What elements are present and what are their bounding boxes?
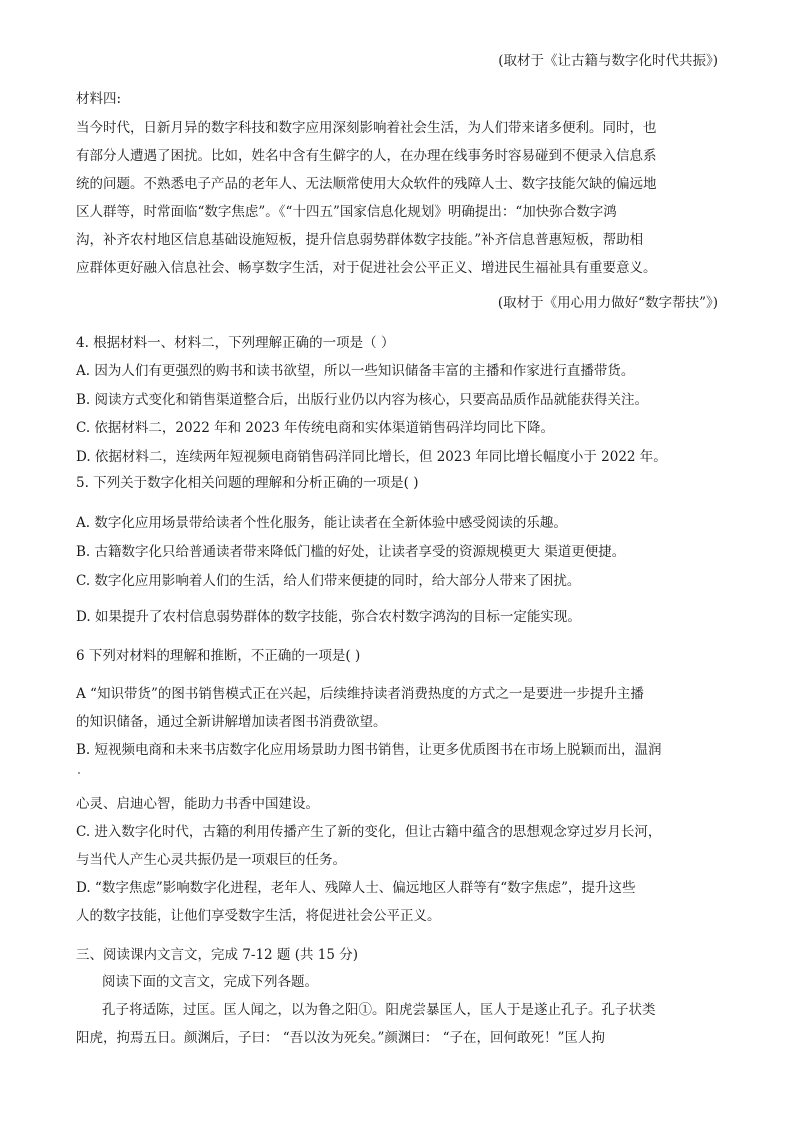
- question-5-stem: 5. 下列关于数字化相关问题的理解和分析正确的一项是( ): [76, 475, 419, 491]
- paragraph-line: 应群体更好融入信息社会、畅享数字生活，对于促进社会公平正义、增进民生福祉具有重要意义。: [76, 260, 657, 276]
- section-title: 三、阅读课内文言文，完成 7-12 题 (共 15 分): [76, 947, 358, 963]
- material-heading: 材料四:: [76, 91, 122, 107]
- paragraph-line: 当今时代，日新月异的数字科技和数字应用深刻影响着社会生活，为人们带来诸多便利。同时，也: [76, 120, 657, 136]
- question-6-line: 与当代人产生心灵共振仍是一项艰巨的任务。: [76, 852, 346, 868]
- question-6-stem: 6 下列对材料的理解和推断，不正确的一项是( ): [76, 648, 361, 664]
- source-citation: (取材于《用心用力做好“数字帮扶”》): [497, 295, 718, 311]
- question-4-option-c: C. 依据材料二，2022 年和 2023 年传统电商和实体渠道销售码洋均同比下降。: [76, 420, 555, 436]
- question-6-line: C. 进入数字化时代，古籍的利用传播产生了新的变化，但让古籍中蕴含的思想观念穿过岁月长河，: [76, 824, 662, 840]
- question-4-option-d: D. 依据材料二，连续两年短视频电商销售码洋同比增长，但 2023 年同比增长幅度小于 2022 年。: [76, 449, 667, 465]
- question-4-option-b: B. 阅读方式变化和销售渠道整合后，出版行业仍以内容为核心，只要高品质作品就能获得关注。: [76, 392, 649, 408]
- paragraph-line: 统的问题。不熟悉电子产品的老年人、无法顺常使用大众软件的残障人士、数字技能欠缺的偏远地: [76, 176, 657, 192]
- question-5-option-c: C. 数字化应用影响着人们的生活，给人们带来便捷的同时，给大部分人带来了困扰。: [76, 573, 581, 589]
- classical-text-line: 阳虎，拘焉五日。颜渊后，子曰： “吾以汝为死矣。”颜渊曰： “子在，回何敢死！”匡人拘: [76, 1030, 605, 1046]
- paragraph-line: 区人群等，时常面临“数字焦虑”。《“十四五”国家信息化规划》明确提出：“加快弥合数字鸿: [76, 204, 617, 220]
- question-6-line: 心灵、启迪心智，能助力书香中国建设。: [76, 796, 319, 812]
- question-5-option-d: D. 如果提升了农村信息弱势群体的数字技能，弥合农村数字鸿沟的目标一定能实现。: [76, 609, 581, 625]
- paragraph-line: 沟，补齐农村地区信息基础设施短板，提升信息弱势群体数字技能。”补齐信息普惠短板，帮助相: [76, 232, 644, 248]
- section-instruction: 阅读下面的文言文，完成下列各题。: [102, 974, 318, 990]
- question-6-line: 人的数字技能，让他们享受数字生活，将促进社会公平正义。: [76, 908, 441, 924]
- question-5-option-a: A. 数字化应用场景带给读者个性化服务，能让读者在全新体验中感受阅读的乐趣。: [76, 515, 567, 531]
- question-6-line: A “知识带货”的图书销售模式正在兴起，后续维持读者消费热度的方式之一是要进一步提升主播: [76, 686, 644, 702]
- source-citation: (取材于《让古籍与数字化时代共振》): [498, 53, 718, 69]
- question-4-option-a: A. 因为人们有更强烈的购书和读书欲望，所以一些知识储备丰富的主播和作家进行直播带货。: [76, 363, 635, 379]
- question-6-line: 的知识储备，通过全新讲解增加读者图书消费欲望。: [76, 714, 387, 730]
- classical-text-line: 孔子将适陈，过匡。匡人闻之，以为鲁之阳①。阳虎尝暴匡人，匡人于是遂止孔子。孔子状类: [102, 1002, 656, 1018]
- question-4-stem: 4. 根据材料一、材料二，下列理解正确的一项是（ ）: [76, 335, 395, 351]
- question-5-option-b: B. 古籍数字化只给普通读者带来降低门槛的好处，让读者享受的资源规模更大 渠道更便捷。: [76, 544, 626, 560]
- question-6-line: B. 短视频电商和未来书店数字化应用场景助力图书销售，让更多优质图书在市场上脱颖而出，温润: [76, 742, 662, 758]
- question-6-line: D. “数字焦虑”影响数字化进程，老年人、残障人士、偏远地区人群等有“数字焦虑”，提升这些: [76, 880, 636, 896]
- stray-dot: [78, 772, 80, 774]
- paragraph-line: 有部分人遭遇了困扰。比如，姓名中含有生僻字的人，在办理在线事务时容易碰到不便录入信息系: [76, 148, 657, 164]
